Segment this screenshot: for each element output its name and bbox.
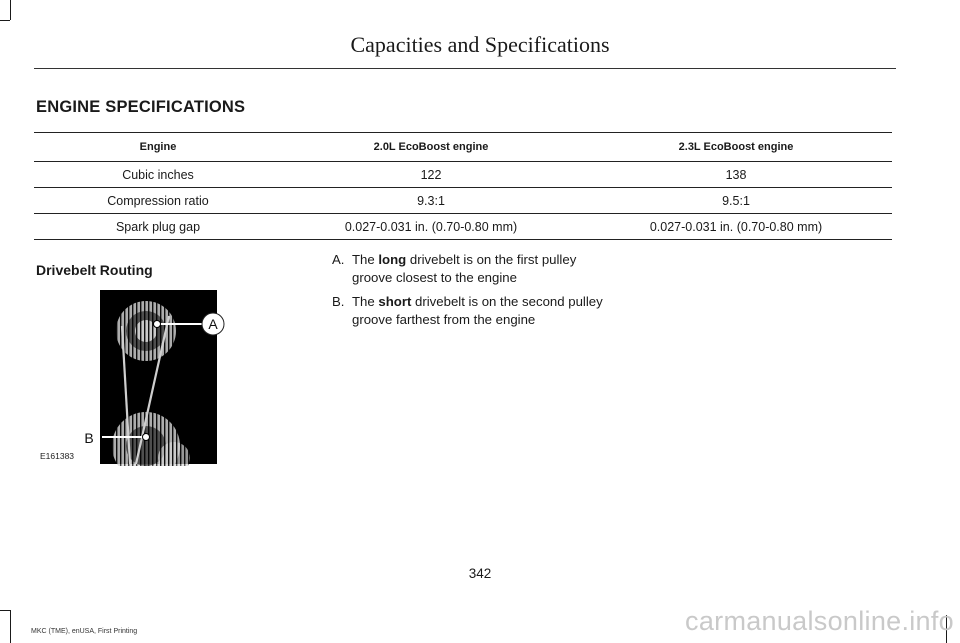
- table-header-row: [34, 133, 892, 162]
- callout-list: [332, 251, 617, 335]
- callout-label-b: B: [84, 430, 94, 446]
- table-cell: 122: [282, 162, 580, 188]
- site-watermark: carmanualsonline.info: [685, 606, 954, 636]
- page-header-title: Capacities and Specifications: [350, 32, 610, 57]
- crop-mark: [10, 610, 11, 643]
- callout-emphasis: long: [378, 252, 407, 267]
- callout-text-part: The: [352, 252, 379, 267]
- table-cell: 0.027-0.031 in. (0.70-0.80 mm): [580, 214, 892, 240]
- drivebelt-heading: Drivebelt Routing: [36, 262, 153, 278]
- table-cell: 9.5:1: [580, 188, 892, 214]
- callout-text-part: The: [352, 294, 379, 309]
- list-item: [332, 293, 617, 329]
- callout-text-part: drivebelt is on the first pulley groove closest to the engine: [352, 252, 577, 285]
- drivebelt-diagram: [36, 286, 236, 466]
- callout-dot-a: [154, 321, 161, 328]
- table-cell: 138: [580, 162, 892, 188]
- callout-dot-b: [143, 434, 150, 441]
- callout-text: [352, 251, 617, 287]
- printing-info: MKC (TME), enUSA, First Printing: [31, 628, 138, 635]
- table-row: [34, 188, 892, 214]
- table-cell: Cubic inches: [34, 162, 282, 188]
- table-cell: Spark plug gap: [34, 214, 282, 240]
- table-cell: Compression ratio: [34, 188, 282, 214]
- callout-text: [352, 293, 617, 329]
- column-header: Engine: [34, 133, 282, 162]
- callout-emphasis: short: [378, 294, 412, 309]
- section-heading: ENGINE SPECIFICATIONS: [36, 98, 246, 116]
- crop-mark: [0, 20, 10, 21]
- callout-letter: B.: [332, 294, 345, 309]
- page-number: 342: [468, 566, 492, 581]
- table-row: [34, 162, 892, 188]
- header-divider: [34, 68, 896, 69]
- engine-spec-table: [34, 132, 892, 240]
- crop-mark: [10, 0, 11, 20]
- callout-text-part: drivebelt is on the second pulley groove farthest from the engine: [352, 294, 603, 327]
- table-cell: 0.027-0.031 in. (0.70-0.80 mm): [282, 214, 580, 240]
- table-cell: 9.3:1: [282, 188, 580, 214]
- column-header: 2.3L EcoBoost engine: [580, 133, 892, 162]
- crop-mark: [0, 610, 10, 611]
- table-row: [34, 214, 892, 240]
- column-header: 2.0L EcoBoost engine: [282, 133, 580, 162]
- figure-code: E161383: [40, 451, 75, 461]
- list-item: [332, 251, 617, 287]
- callout-label-a: A: [208, 316, 218, 332]
- callout-letter: A.: [332, 252, 345, 267]
